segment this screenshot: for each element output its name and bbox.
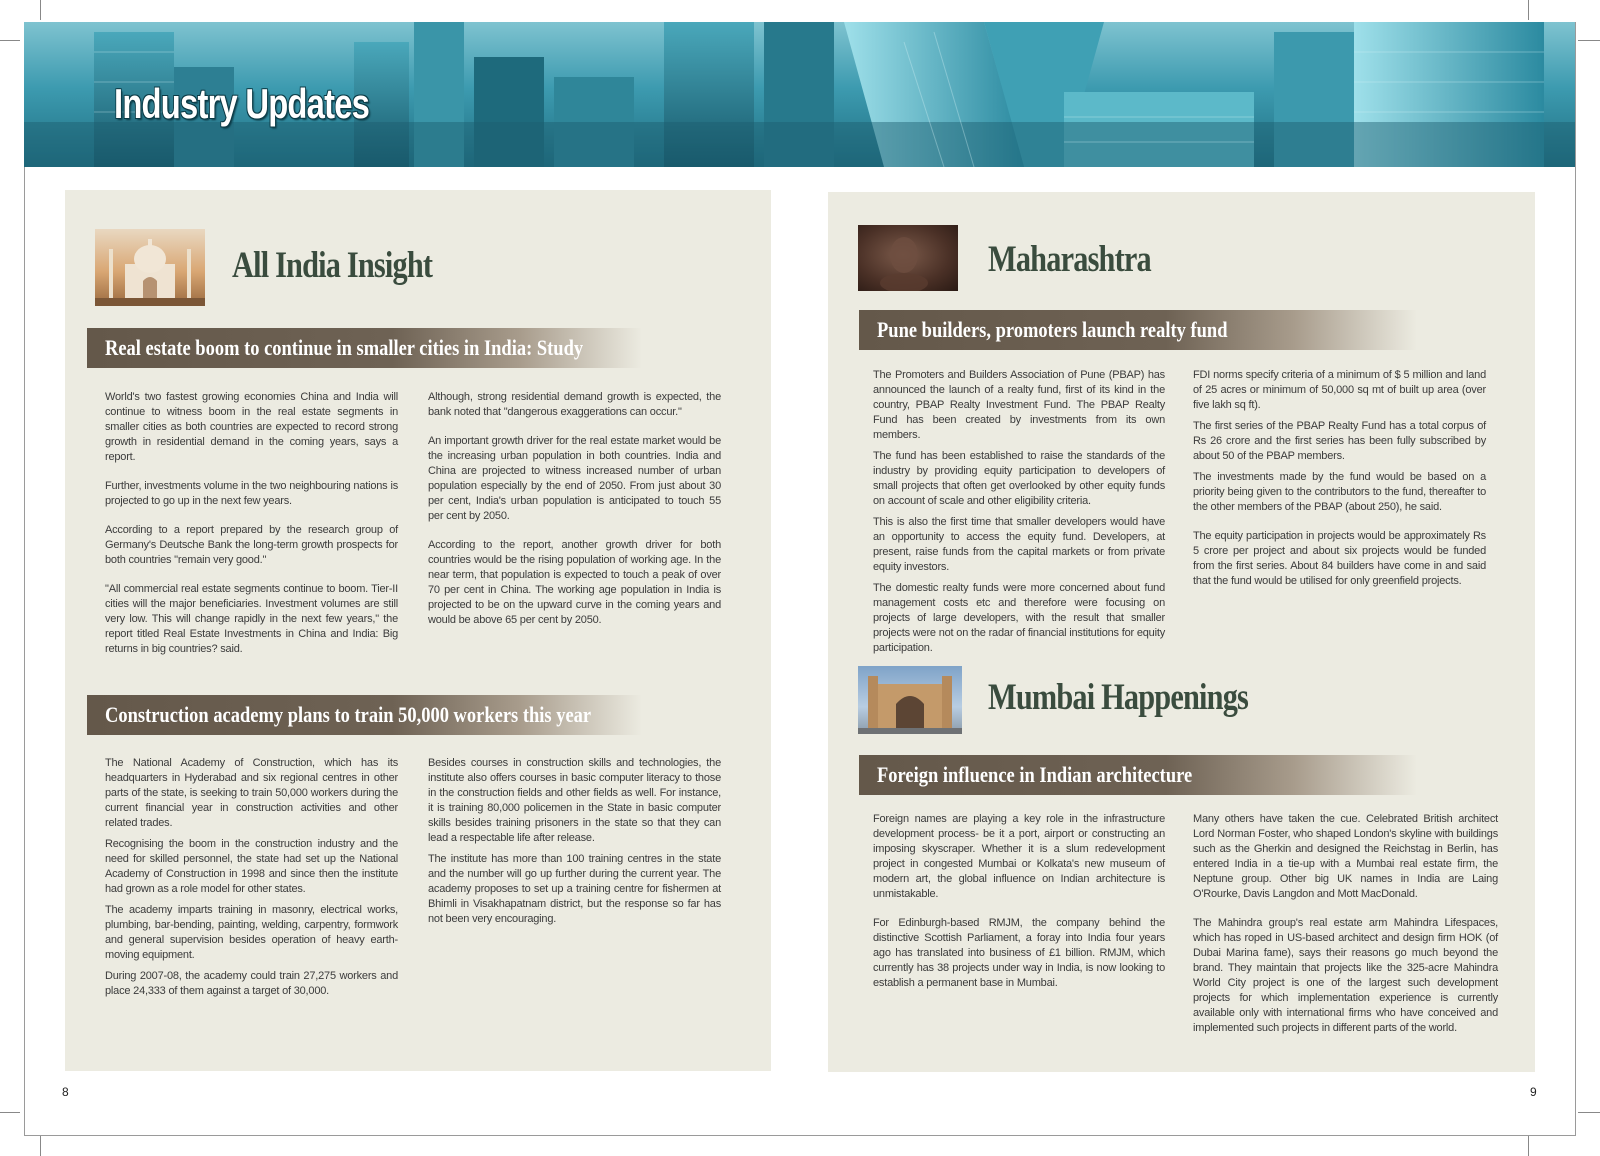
article-column — [428, 390, 721, 634]
article-column — [1193, 368, 1486, 595]
taj-mahal-image — [95, 229, 205, 306]
paragraph: The domestic realty funds were more concerned about fund management costs etc and therefore were focusing on projects of large developers, with the result that smaller projects were not on the radar of financial institutions for equity participation. — [873, 582, 1165, 654]
section-title-mumbai: Mumbai Happenings — [988, 677, 1249, 718]
paragraph: According to a report prepared by the research group of Germany's Deutsche Bank the long-term growth prospects for both countries "remain very good." — [105, 524, 398, 566]
paragraph: The first series of the PBAP Realty Fund has a total corpus of Rs 26 crore and the first series has been fully subscribed by about 50 of the PBAP members. — [1193, 420, 1486, 462]
section-title-all-india: All India Insight — [232, 245, 433, 286]
headline-bar — [859, 310, 1417, 350]
crop-mark — [1578, 1112, 1600, 1113]
article-headline: Pune builders, promoters launch realty fund — [877, 317, 1228, 342]
article-column — [428, 756, 721, 933]
paragraph: The National Academy of Construction, which has its headquarters in Hyderabad and six regional centres in other parts of the state, is seeking to train 50,000 workers during the current financial year in construction activities and other related trades. — [105, 757, 398, 829]
article-column — [105, 756, 398, 1005]
paragraph: Recognising the boom in the construction industry and the need for skilled personnel, the state had set up the National Academy of Construction in 1998 and since then the institute had grown as a role model for other states. — [105, 838, 398, 895]
gateway-of-india-image — [858, 666, 962, 734]
sculpture-image — [858, 225, 958, 291]
paragraph: The investments made by the fund would be based on a priority being given to the contributors to the fund, thereafter to the other members of the PBAP (about 250), he said. — [1193, 471, 1486, 513]
article-headline: Real estate boom to continue in smaller cities in India: Study — [105, 335, 584, 360]
crop-mark — [1578, 40, 1600, 41]
article-headline: Construction academy plans to train 50,000 workers this year — [105, 702, 592, 727]
paragraph: World's two fastest growing economies China and India will continue to witness boom in the real estate segments in smaller cities as both countries are expected to record strong growth in residential demand in the coming years, says a report. — [105, 391, 398, 463]
crop-mark — [0, 40, 20, 41]
crop-mark — [1528, 1136, 1529, 1156]
article-column — [105, 390, 398, 663]
headline-bar — [859, 755, 1417, 795]
paragraph: The equity participation in projects would be approximately Rs 5 crore per project and about six projects would be funded from the first series. About 84 builders have come in and said that the fund would be utilised for only greenfield projects. — [1193, 530, 1486, 587]
paragraph: Foreign names are playing a key role in the infrastructure development process- be it a port, airport or constructing an imposing skyscraper. Whether it is a slum redevelopment project in congested Mumbai or Kolkata's new museum of modern art, the global influence on Indian architecture is unmistakable. — [873, 813, 1165, 900]
paragraph: Many others have taken the cue. Celebrated British architect Lord Norman Foster, who shaped London's skyline with buildings such as the Gherkin and designed the Reichstag in Berlin, has entered India in a tie-up with a Mumbai real estate firm, the Neptune group. Other big UK names in India are Laing O'Rourke, Davis Langdon and Mott MacDonald. — [1193, 813, 1498, 900]
crop-mark — [0, 1112, 20, 1113]
page-number: 9 — [1530, 1085, 1537, 1099]
article-column — [873, 812, 1165, 997]
crop-mark — [1528, 0, 1529, 20]
paragraph: For Edinburgh-based RMJM, the company behind the distinctive Scottish Parliament, a foray into India four years ago has translated into business of £1 billion. RMJM, which currently has 38 projects under way in India, is now looking to establish a permanent base in Mumbai. — [873, 917, 1165, 989]
crop-mark — [40, 1136, 41, 1156]
section-title-maharashtra: Maharashtra — [988, 239, 1151, 280]
paragraph: An important growth driver for the real estate market would be the increasing urban population in both countries. India and China are projected to witness increased number of urban population especially by the end of 2050. From just about 30 per cent, India's urban population is anticipated to touch 55 per cent by 2050. — [428, 435, 721, 522]
paragraph: Although, strong residential demand growth is expected, the bank noted that "dangerous exaggerations can occur." — [428, 391, 721, 418]
paragraph: The fund has been established to raise the standards of the industry by providing equity participation to developers of small projects that often get overlooked by other equity funds on account of scale and other eligibility criteria. — [873, 450, 1165, 507]
headline-bar — [87, 695, 642, 735]
header-banner — [24, 22, 1575, 167]
paragraph: During 2007-08, the academy could train 27,275 workers and place 24,333 of them against a target of 30,000. — [105, 970, 398, 997]
article-column — [1193, 812, 1498, 1042]
paragraph: This is also the first time that smaller developers would have an opportunity to access the equity fund. Developers, at present, raise funds from the capital markets or from private equity investors. — [873, 516, 1165, 573]
paragraph: The academy imparts training in masonry, electrical works, plumbing, bar-bending, painting, welding, carpentry, formwork and general supervision besides operation of heavy earth-moving equipment. — [105, 904, 398, 961]
banner-title: Industry Updates — [114, 80, 370, 127]
paragraph: According to the report, another growth driver for both countries would be the rising population of working age. In the near term, that population is expected to touch a peak of over 70 per cent in China. The working age population in India is projected to be on the upward curve in the coming years and would be above 65 per cent by 2050. — [428, 539, 721, 626]
paragraph: The Promoters and Builders Association of Pune (PBAP) has announced the launch of a realty fund, first of its kind in the country, PBAP Realty Investment Fund. The PBAP Realty Fund has been created by investments from its own members. — [873, 369, 1165, 441]
article-column — [873, 368, 1165, 662]
page-number: 8 — [62, 1085, 69, 1099]
paragraph: "All commercial real estate segments continue to boom. Tier-II cities will the major beneficiaries. Investment volumes are still very low. This will change rapidly in the next few years," the report titled Real Estate Investments in China and India: Big returns in big countries? said. — [105, 583, 398, 655]
paragraph: Further, investments volume in the two neighbouring nations is projected to go up in the next few years. — [105, 480, 398, 507]
paragraph: The Mahindra group's real estate arm Mahindra Lifespaces, which has roped in US-based architect and design firm HOK (of Dubai Marina fame), says their reasons go much beyond the brand. They maintain that projects like the 325-acre Mahindra World City project is one of the largest such development projects for which implementation experience is currently available only with international firms who have conceived and implemented such projects in different parts of the world. — [1193, 917, 1498, 1034]
article-headline: Foreign influence in Indian architecture — [877, 762, 1193, 787]
headline-bar — [87, 328, 642, 368]
paragraph: The institute has more than 100 training centres in the state and the number will go up further during the current year. The academy proposes to set up a training centre for fishermen at Bhimli in Visakhapatnam district, but the response so far has not been very encouraging. — [428, 853, 721, 925]
paragraph: Besides courses in construction skills and technologies, the institute also offers courses in basic computer literacy to those in the construction fields and other fields as well. For instance, it is training 80,000 policemen in the State in basic computer skills besides training prisoners in the state so that they can lead a respectable life after release. — [428, 757, 721, 844]
crop-mark — [40, 0, 41, 20]
paragraph: FDI norms specify criteria of a minimum of $ 5 million and land of 25 acres or minimum of 50,000 sq mt of built up area (over five lakh sq ft). — [1193, 369, 1486, 411]
